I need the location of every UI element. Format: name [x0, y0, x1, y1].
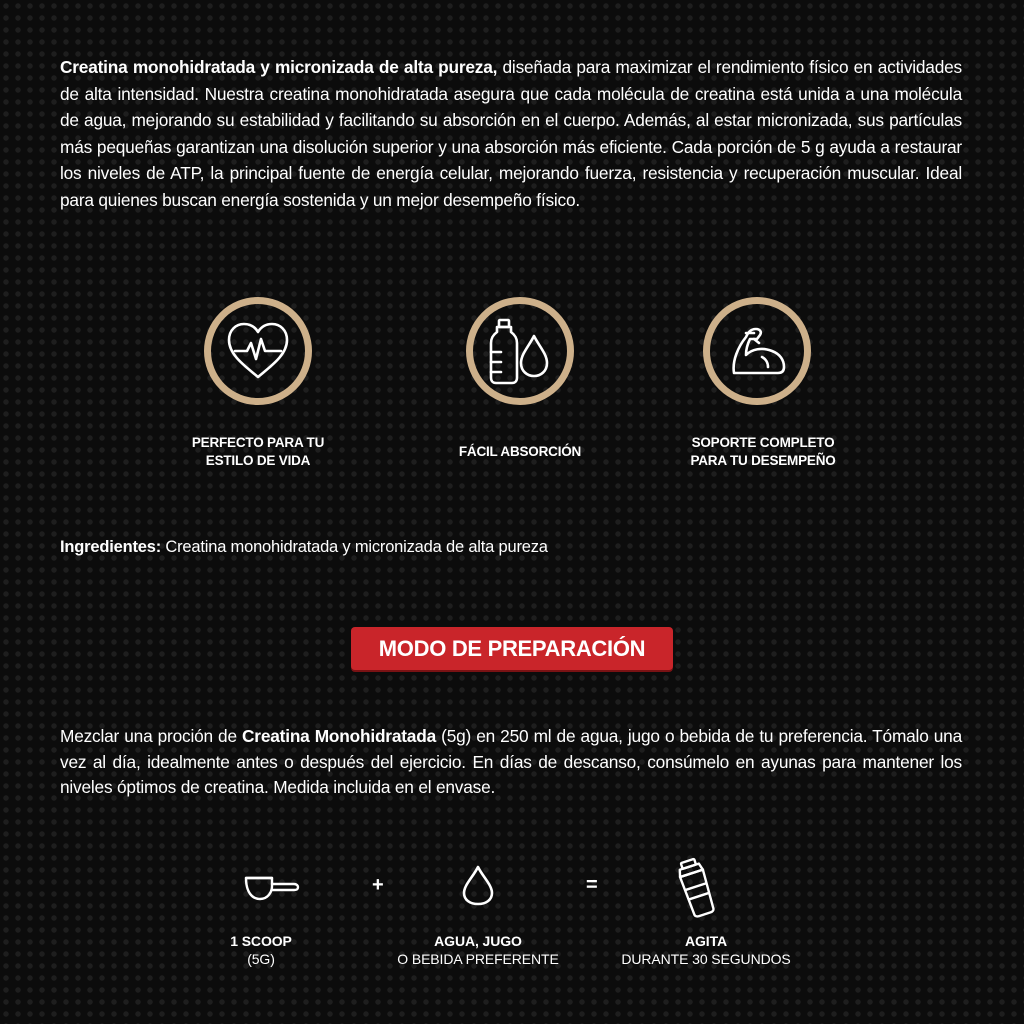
- step-title: AGITA: [684, 933, 727, 949]
- step-title: 1 SCOOP: [230, 933, 292, 949]
- scoop-icon: [242, 872, 300, 902]
- feature-label-line2: PARA TU DESEMPEÑO: [690, 453, 836, 468]
- step-subtitle: (5G): [247, 951, 275, 967]
- description-bold-lead: Creatina monohidratada y micronizada de alta pureza,: [60, 57, 498, 77]
- equals-sign: =: [586, 874, 598, 896]
- ingredients-value: Creatina monohidratada y micronizada de alta pureza: [161, 538, 548, 556]
- preparation-text-a: Mezclar una proción de: [60, 726, 243, 746]
- step-label-shake: [586, 932, 826, 968]
- preparation-badge-label: MODO DE PREPARACIÓN: [378, 635, 646, 661]
- water-drop-icon: [461, 864, 495, 906]
- feature-label-absorption: [420, 443, 620, 461]
- feature-label-performance: [663, 434, 863, 470]
- feature-icon-ring-absorption: [466, 297, 574, 405]
- step-subtitle: DURANTE 30 SEGUNDOS: [621, 951, 791, 967]
- feature-label-line1: FÁCIL ABSORCIÓN: [458, 444, 582, 459]
- feature-icon-ring-performance: [703, 297, 811, 405]
- ingredients-line: [60, 538, 548, 557]
- shaker-bottle-icon: [674, 856, 722, 918]
- product-description: [60, 54, 962, 213]
- ingredients-label: Ingredientes:: [60, 538, 162, 556]
- bottle-drop-icon: [487, 316, 553, 386]
- preparation-badge: [351, 627, 673, 670]
- description-text: diseñada para maximizar el rendimiento físico en actividades de alta intensidad. Nuestra creatina monohidratada asegura que cada molécula de creatina está unida a una molécula de agua, mejorando su estabilidad y facilitando su absorción en el cuerpo. Además, al estar micronizada, sus partículas más pequeñas garantizan una disolución superior y una absorción más eficiente. Cada porción de 5 g ayuda a restaurar los niveles de ATP, la principal fuente de energía celular, mejorando fuerza, resistencia y recuperación muscular. Ideal para quienes buscan energía sostenida y un mejor desempeño físico.: [60, 57, 962, 210]
- feature-label-lifestyle: [158, 434, 358, 470]
- heart-pulse-icon: [225, 321, 291, 381]
- preparation-text-b: (5g) en 250 ml de agua, jugo o bebida de tu preferencia. Tómalo una vez al día, idealmente antes o después del ejercicio. En días de descanso, consúmelo en ayunas para mantener los niveles óptimos de creatina. Medida incluida en el envase.: [60, 726, 962, 797]
- step-subtitle: O BEBIDA PREFERENTE: [397, 951, 559, 967]
- feature-label-line1: PERFECTO PARA TU: [191, 435, 325, 450]
- step-label-liquid: [358, 932, 598, 968]
- preparation-text: [60, 724, 962, 801]
- feature-icon-ring-lifestyle: [204, 297, 312, 405]
- plus-sign: +: [372, 874, 384, 896]
- feature-label-line1: SOPORTE COMPLETO: [691, 435, 835, 450]
- step-label-scoop: [141, 932, 381, 968]
- feature-label-line2: ESTILO DE VIDA: [205, 453, 311, 468]
- preparation-bold: Creatina Monohidratada: [242, 726, 436, 746]
- step-title: AGUA, JUGO: [434, 933, 522, 949]
- flexed-arm-icon: [726, 323, 788, 379]
